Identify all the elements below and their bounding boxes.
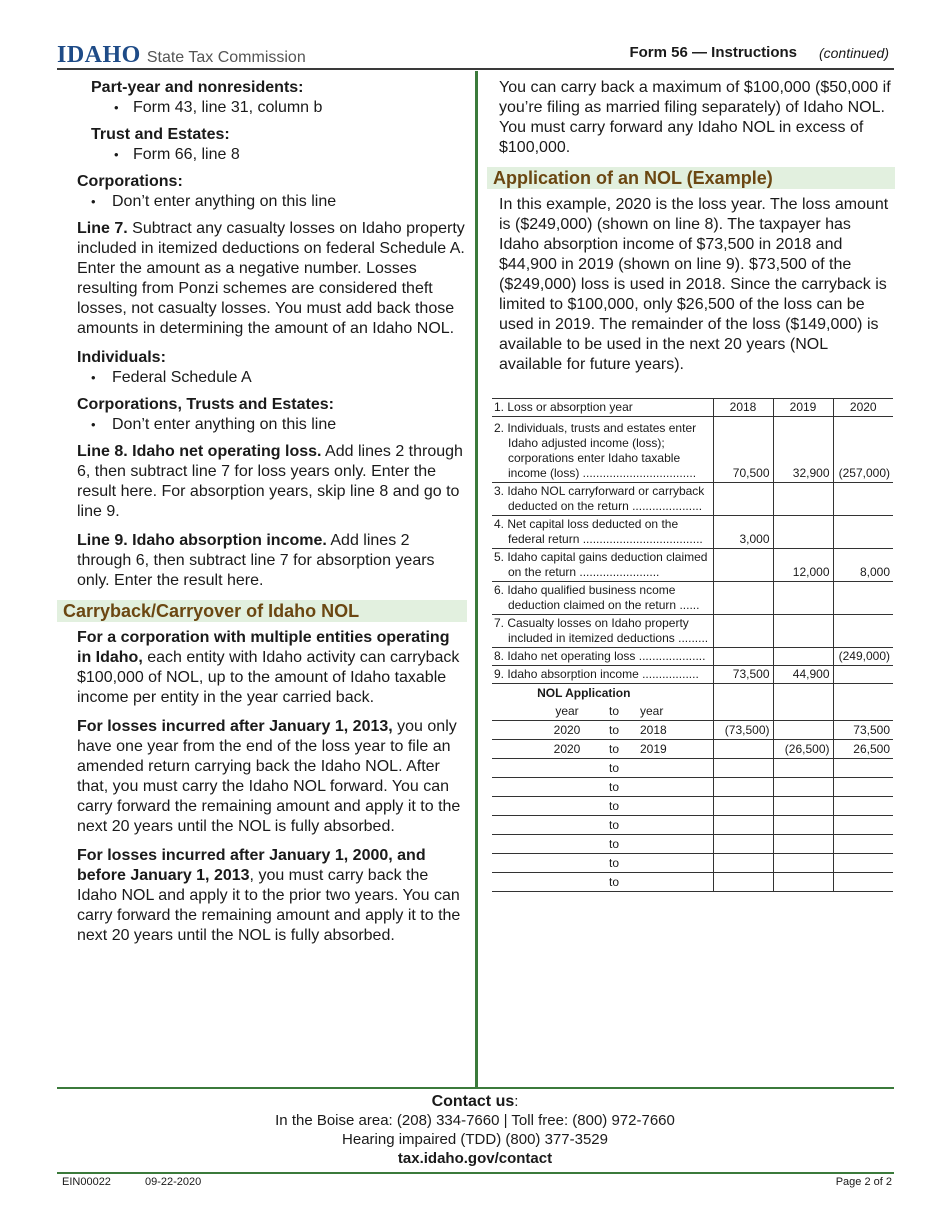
table-row <box>492 582 893 615</box>
row-value-c3 <box>833 666 893 684</box>
part-year-list <box>77 98 467 118</box>
row-label: 6. Idaho qualified business ncome deduction claimed on the return ...... <box>492 582 713 615</box>
row-label: 4. Net capital loss deducted on the federal return .................................... <box>492 516 713 549</box>
application-value-c1 <box>713 759 773 778</box>
application-value-c3 <box>833 759 893 778</box>
trust-item: • Form 66, line 8 <box>77 145 467 165</box>
trust-list <box>77 145 467 165</box>
application-heading: Application of an NOL (Example) <box>487 167 895 189</box>
application-value-c2 <box>773 816 833 835</box>
to-word: to <box>608 761 619 775</box>
from-year: 2020 <box>553 742 581 756</box>
form-date: 09-22-2020 <box>145 1176 202 1188</box>
row-value-c2: 12,000 <box>773 549 833 582</box>
empty-cell <box>773 684 833 702</box>
line9-label: Line 9. Idaho absorption income. <box>77 532 327 549</box>
header-year2: year <box>640 704 664 718</box>
row-label: 7. Casualty losses on Idaho property included in itemized deductions ......... <box>492 615 713 648</box>
line7-paragraph <box>77 219 467 339</box>
line9-text: Add lines 2 through 6, then subtract line 7 for absorption years only. Enter the result here. <box>77 532 435 589</box>
application-header-row <box>492 702 893 721</box>
row-value-c1 <box>713 582 773 615</box>
application-value-c3 <box>833 797 893 816</box>
row-label: 5. Idaho capital gains deduction claimed on the return ........................ <box>492 549 713 582</box>
to-word: to <box>608 723 619 737</box>
table-row <box>492 417 893 483</box>
to-word: to <box>608 856 619 870</box>
application-years <box>492 797 713 816</box>
continued-label: (continued) <box>818 45 889 61</box>
application-title: NOL Application <box>537 685 631 700</box>
to-year: 2019 <box>640 742 667 756</box>
contact-colon: : <box>514 1093 519 1110</box>
table-row <box>492 648 893 666</box>
application-value-c1 <box>713 740 773 759</box>
logo-mark: IDAHO <box>57 42 141 68</box>
row-value-c1: 70,500 <box>713 417 773 483</box>
application-value-c3 <box>833 778 893 797</box>
carryback-heading: Carryback/Carryover of Idaho NOL <box>57 600 467 622</box>
row-value-c3: (257,000) <box>833 417 893 483</box>
row-value-c1 <box>713 549 773 582</box>
to-word: to <box>608 742 619 756</box>
application-value-c2 <box>773 778 833 797</box>
trust-heading: Trust and Estates: <box>91 126 230 143</box>
line8-text: Add lines 2 through 6, then subtract line 7 for loss years only. Enter the result here. For absorption years, skip line 8 and go to line 9. <box>77 443 463 520</box>
row-value-c1: 73,500 <box>713 666 773 684</box>
corp-multiple-paragraph <box>77 628 467 708</box>
row-label: 8. Idaho net operating loss .................... <box>492 648 713 666</box>
contact-title: Contact us <box>431 1093 515 1110</box>
application-value-c2 <box>773 873 833 892</box>
row-value-c3 <box>833 582 893 615</box>
page-header <box>57 40 894 70</box>
line8-paragraph <box>77 442 467 522</box>
agency-name: State Tax Commission <box>146 49 306 66</box>
contact-tdd: Hearing impaired (TDD) (800) 377-3529 <box>342 1131 608 1148</box>
row-value-c1 <box>713 483 773 516</box>
to-year: 2018 <box>640 723 667 737</box>
table-row <box>492 549 893 582</box>
to-word: to <box>608 780 619 794</box>
row-value-c1: 3,000 <box>713 516 773 549</box>
line7-label: Line 7. <box>77 220 128 237</box>
application-years <box>492 721 713 740</box>
application-years <box>492 873 713 892</box>
line8-label: Line 8. Idaho net operating loss. <box>77 443 322 460</box>
application-years <box>492 835 713 854</box>
header-year: year <box>555 704 579 718</box>
line9-paragraph <box>77 531 467 591</box>
to-word: to <box>608 875 619 889</box>
application-value-c1 <box>713 778 773 797</box>
row-value-c2 <box>773 516 833 549</box>
after-2013-bold: For losses incurred after January 1, 2013, <box>77 718 393 735</box>
row-value-c2 <box>773 483 833 516</box>
empty-cell <box>713 702 773 721</box>
application-value-c2 <box>773 854 833 873</box>
to-word: to <box>608 818 619 832</box>
individuals-item: • Federal Schedule A <box>77 368 467 388</box>
application-value-c3 <box>833 873 893 892</box>
application-value-c3 <box>833 854 893 873</box>
individuals-list <box>77 368 467 388</box>
application-row <box>492 873 893 892</box>
part-year-heading: Part-year and nonresidents: <box>91 79 304 96</box>
row-value-c3: 8,000 <box>833 549 893 582</box>
column-divider <box>475 71 478 1087</box>
application-value-c1 <box>713 835 773 854</box>
empty-cell <box>833 702 893 721</box>
application-row <box>492 759 893 778</box>
row-value-c1 <box>713 648 773 666</box>
row-label: 3. Idaho NOL carryforward or carryback deducted on the return ..................... <box>492 483 713 516</box>
row-value-c1: 2018 <box>713 399 773 417</box>
row-value-c2: 2019 <box>773 399 833 417</box>
corp-multiple-bold: For a corporation with multiple entities operating in Idaho, <box>77 629 450 666</box>
left-column <box>63 78 467 955</box>
row-label: 1. Loss or absorption year <box>492 399 713 417</box>
contact-url-link[interactable]: tax.idaho.gov/contact <box>397 1150 553 1167</box>
application-value-c1 <box>713 797 773 816</box>
application-value-c1 <box>713 816 773 835</box>
nol-example-table <box>492 398 893 892</box>
row-value-c2 <box>773 615 833 648</box>
application-row <box>492 816 893 835</box>
cte-list <box>77 415 467 435</box>
part-year-item: • Form 43, line 31, column b <box>77 98 467 118</box>
application-value-c2 <box>773 797 833 816</box>
carryback-max-paragraph: You can carry back a maximum of $100,000 ($50,000 if you’re filing as married filing separately) of Idaho NOL. You must carry forward any Idaho NOL in excess of $100,000. <box>499 79 891 156</box>
corp-heading: Corporations: <box>77 173 183 190</box>
application-value-c3: 73,500 <box>833 721 893 740</box>
corp-multiple-text: each entity with Idaho activity can carryback $100,000 of NOL, up to the amount of Idaho taxable income per entity in the year carried back. <box>77 649 460 706</box>
row-value-c2: 44,900 <box>773 666 833 684</box>
row-value-c1 <box>713 615 773 648</box>
from-year: 2020 <box>553 723 581 737</box>
application-value-c2 <box>773 721 833 740</box>
header-to: to <box>608 704 619 718</box>
empty-cell <box>833 684 893 702</box>
line7-text: Subtract any casualty losses on Idaho property included in itemized deductions on federal Schedule A. Enter the amount as a negative number. Losses resulting from Ponzi schemes are considered theft losses, not casualty losses. You must add back those amounts in determining the amount of an Idaho NOL. <box>77 220 465 337</box>
row-value-c2: 32,900 <box>773 417 833 483</box>
application-value-c3: 26,500 <box>833 740 893 759</box>
after-2013-paragraph <box>77 717 467 837</box>
application-years <box>492 778 713 797</box>
to-word: to <box>608 837 619 851</box>
application-value-c3 <box>833 835 893 854</box>
application-years <box>492 854 713 873</box>
row-value-c2 <box>773 582 833 615</box>
contact-title-line <box>0 1092 950 1111</box>
row-label: 2. Individuals, trusts and estates enter Idaho adjusted income (loss); corporations enter Idaho taxable income (loss) .................................. <box>492 417 713 483</box>
application-value-c3 <box>833 816 893 835</box>
row-label: 9. Idaho absorption income ................. <box>492 666 713 684</box>
example-paragraph: In this example, 2020 is the loss year. The loss amount is ($249,000) (shown on line 8). The taxpayer has Idaho absorption income of $73,500 in 2018 and $44,900 in 2019 (shown on line 9). $73,500 of the ($249,000) loss is used in 2018. Since the carryback is limited to $100,000, only $26,500 of the loss can be used in 2019. The remainder of the loss ($149,000) is available to be used in the next 20 years (NOL available for future years). <box>499 196 889 373</box>
form-title: Form 56 — Instructions <box>629 44 797 61</box>
table-row <box>492 483 893 516</box>
row-value-c3: 2020 <box>833 399 893 417</box>
application-title-row <box>492 684 893 702</box>
cte-heading: Corporations, Trusts and Estates: <box>77 396 334 413</box>
2000-2013-text: , you must carry back the Idaho NOL and apply it to the prior two years. You can carry forward the remaining amount and apply it to the next 20 years until the NOL is fully absorbed. <box>77 867 461 944</box>
right-column <box>487 78 895 384</box>
footer-rule-top <box>57 1087 894 1089</box>
application-value-c1 <box>713 873 773 892</box>
application-value-c1: (73,500) <box>713 721 773 740</box>
empty-cell <box>773 702 833 721</box>
table-row <box>492 516 893 549</box>
application-row <box>492 721 893 740</box>
row-value-c2 <box>773 648 833 666</box>
idaho-logo <box>57 42 306 69</box>
application-row <box>492 740 893 759</box>
individuals-heading: Individuals: <box>77 349 166 366</box>
application-value-c2 <box>773 835 833 854</box>
application-row <box>492 835 893 854</box>
row-value-c3 <box>833 615 893 648</box>
application-row <box>492 797 893 816</box>
application-row <box>492 854 893 873</box>
application-value-c2 <box>773 759 833 778</box>
table-row <box>492 399 893 417</box>
row-value-c3 <box>833 516 893 549</box>
application-years <box>492 759 713 778</box>
2000-2013-bold: For losses incurred after January 1, 2000, and before January 1, 2013 <box>77 847 426 884</box>
application-value-c1 <box>713 854 773 873</box>
corp-list <box>77 192 467 212</box>
contact-phones: In the Boise area: (208) 334-7660 | Toll free: (800) 972-7660 <box>275 1112 675 1129</box>
after-2013-text: you only have one year from the end of the loss year to file an amended return carrying back the Idaho NOL. After that, you must carry the Idaho NOL forward. You can carry forward the remaining amount and apply it to the next 20 years until the NOL is fully absorbed. <box>77 718 461 835</box>
empty-cell <box>713 684 773 702</box>
to-word: to <box>608 799 619 813</box>
page-number: Page 2 of 2 <box>835 1176 892 1188</box>
2000-2013-paragraph <box>77 846 467 946</box>
row-value-c3 <box>833 483 893 516</box>
row-value-c3: (249,000) <box>833 648 893 666</box>
table-row <box>492 666 893 684</box>
application-header <box>492 702 713 721</box>
form-code: EIN00022 <box>62 1176 111 1188</box>
application-years <box>492 740 713 759</box>
footer-rule-bottom <box>57 1172 894 1174</box>
corp-item: • Don’t enter anything on this line <box>77 192 467 212</box>
contact-block <box>0 1092 950 1168</box>
cte-item: • Don’t enter anything on this line <box>77 415 467 435</box>
application-row <box>492 778 893 797</box>
table-row <box>492 615 893 648</box>
application-value-c2: (26,500) <box>773 740 833 759</box>
application-years <box>492 816 713 835</box>
